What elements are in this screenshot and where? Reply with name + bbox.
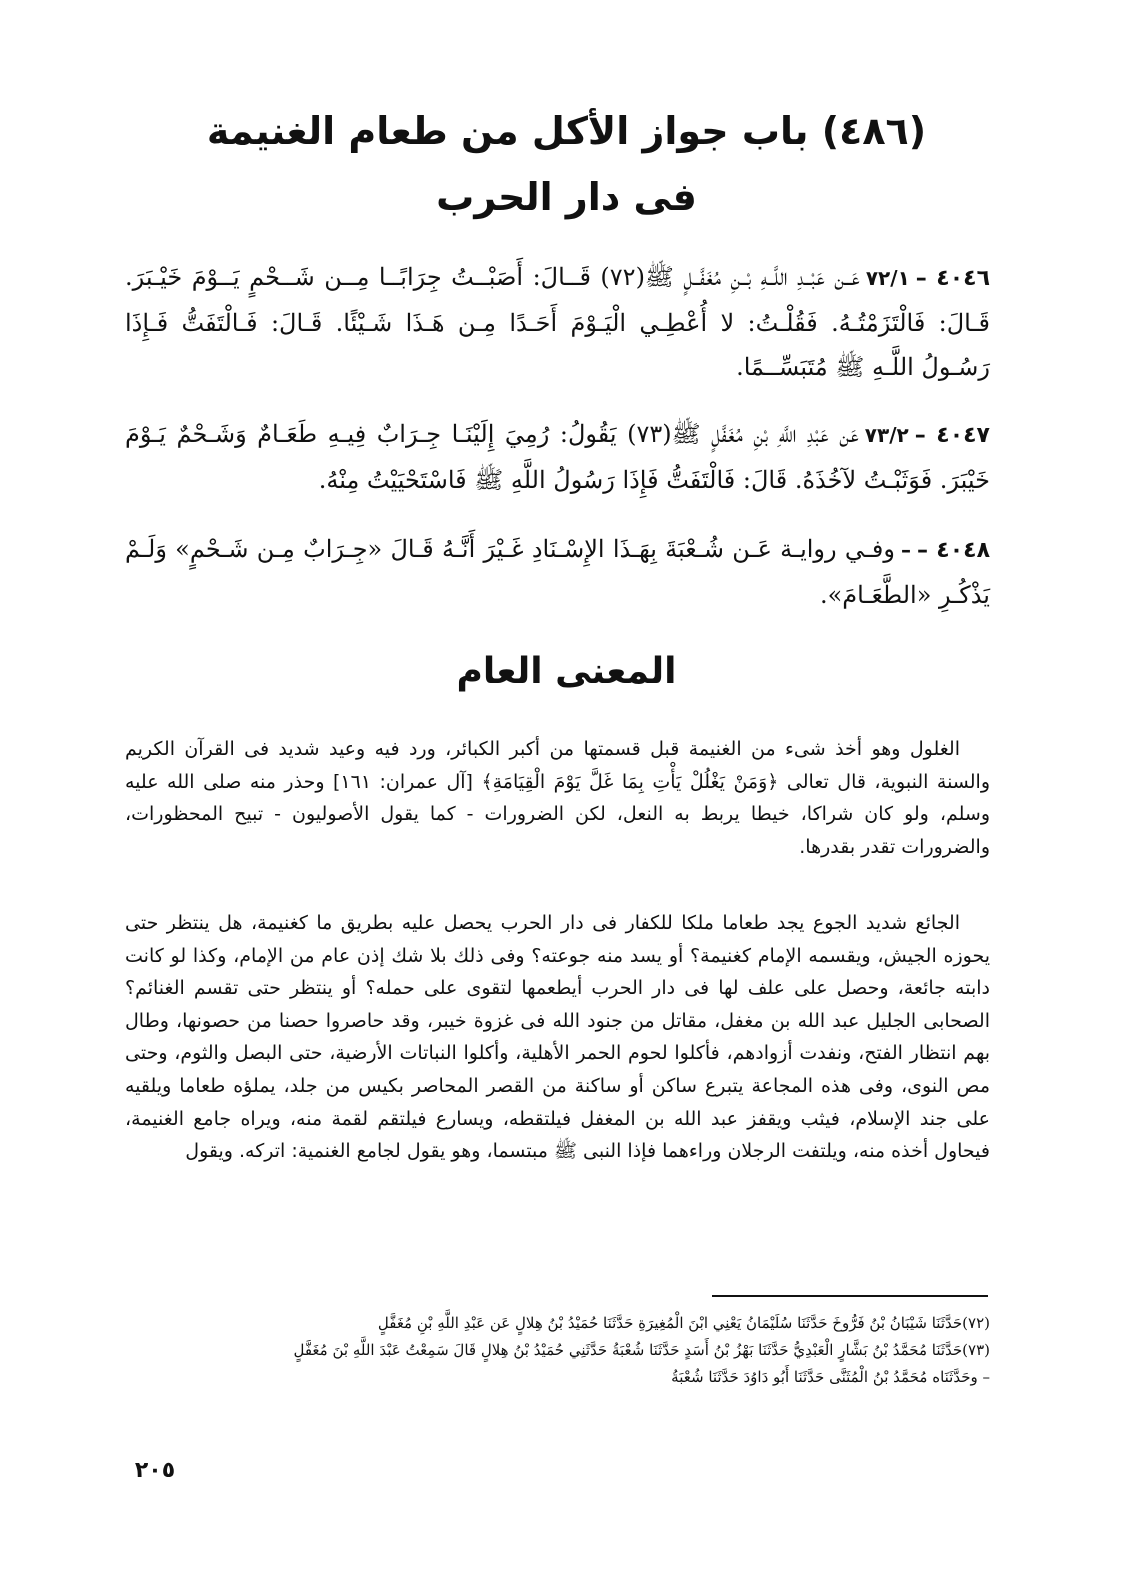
hadith-4047	[125, 412, 990, 502]
footnote-73-continuation: – وحَدَّثَنَاه مُحَمَّدُ بْنُ الْمُثَنَّى حَدَّثَنَا أَبُو دَاوُدَ حَدَّثَنَا شُعْبَةُ	[671, 1368, 990, 1386]
footnotes	[125, 1310, 990, 1391]
chapter-title-line-2: فى دار الحرب	[436, 175, 697, 219]
body-paragraph-2: الجائع شديد الجوع يجد طعاما ملكا للكفار فى دار الحرب يحصل عليه بطريق ما كغنيمة، هل ينتظر حتى يحوزه الجيش، ويقسمه الإمام كغنيمة؟ أو يسد منه جوعته؟ وفى ذلك بلا شك إذن عام من الإمام، وكذا لو كانت دابته جائعة، وحصل على علف لها فى دار الحرب أيطعمها لتقوى على حمله؟ أو ينتظر حتى تقسم الغنائم؟ الصحابى الجليل عبد الله بن مغفل، مقاتل من جنود الله فى غزوة خيبر، وقد حاصروا حصنا من حصونها، وطال بهم انتظار الفتح، ونفدت أزوادهم، فأكلوا لحوم الحمر الأهلية، وأكلوا النباتات الأرضية، حتى البصل والثوم، وحتى مص النوى، وفى هذه المجاعة يتبرع ساكن أو ساكنة من القصر المحاصر بكيس من جلد، يملؤه طعاما ويلقيه على جند الإسلام، فيثب ويقفز عبد الله بن المغفل فيلتقطه، ويسارع فيلتقم لقمة منه، ويراه جامع الغنيمة، فيحاول أخذه منه، ويلتفت الرجلان وراءهما فإذا النبى ﷺ مبتسما، وهو يقول لجامع الغنمية: اتركه. ويقول	[125, 912, 990, 1163]
hadith-sub-number: ٧٢/١	[865, 266, 910, 290]
hadith-text: وفـي روايـة عَـن شُـعْبَةَ بِهَـذَا الإِسْـنَادِ غَـيْرَ أَنَّـهُ قَـالَ «جِـرَابٌ مِـن شَـحْمٍ» وَلَـمْ يَذْكُـرِ «الطَّعَـامَ».	[125, 535, 990, 609]
hadith-sub-number: –	[900, 538, 911, 562]
footnote-72: (٧٢)حَدَّثَنَا شَيْبَانُ بْنُ فَرُّوخَ حَدَّثَنَا سُلَيْمَانُ يَعْنِي ابْنَ الْمُغِيرَةِ حَدَّثَنَا حُمَيْدُ بْنُ هِلالٍ عَن عَبْدِ اللَّهِ بْنِ مُغَفَّلٍ	[377, 1314, 990, 1332]
chapter-title-line-1: (٤٨٦) باب جواز الأكل من طعام الغنيمة	[206, 109, 927, 153]
hadith-text: عَن عَبْدِ اللَّهِ بْنِ مُغَفَّلٍ ﷺ(٧٣) يَقُولُ: رُمِيَ إِلَيْنَـا جِـرَابٌ فِيـهِ طَعَـامٌ وَشَـحْمٌ يَـوْمَ خَيْبَرَ. فَوَثَبْـتُ لآخُذَهُ. قَالَ: فَالْتَفَتُّ فَإِذَا رَسُولُ اللَّهِ ﷺ فَاسْتَحْيَيْتُ مِنْهُ.	[125, 420, 990, 494]
hadith-text: عَــن عَبْــدِ اللَّــهِ بْــنِ مُغَفَّــلٍ ﷺ(٧٢) قَــالَ: أَصَبْــتُ جِرَابًــا مِــن شَــحْمٍ يَــوْمَ خَيْـبَرَ. قَـالَ: فَالْتَزَمْتُـهُ. فَقُلْـتُ: لا أُعْطِـي الْيَـوْمَ أَحَـدًا مِـن هَـذَا شَـيْئًا. قَـالَ: فَـالْتَفَتُّ فَـإِذَا رَسُـولُ اللَّـهِ ﷺ مُتَبَسِّــمًا.	[125, 263, 990, 381]
footnote-divider	[712, 1295, 988, 1297]
footnote-73: (٧٣)حَدَّثَنَا مُحَمَّدُ بْنُ بَشَّارٍ الْعَبْدِيُّ حَدَّثَنَا بَهْزُ بْنُ أَسَدٍ حَدَّثَنَا شُعْبَةُ حَدَّثَنِي حُمَيْدُ بْنُ هِلالٍ قَالَ سَمِعْتُ عَبْدَ اللَّهِ بْنَ مُغَفَّلٍ	[293, 1341, 990, 1359]
hadith-number: ٤٠٤٦ –	[915, 266, 990, 291]
hadith-4048	[125, 527, 990, 617]
hadith-number: ٤٠٤٨ –	[916, 538, 990, 563]
hadith-4046	[125, 255, 990, 389]
section-title: المعنى العام	[456, 651, 677, 692]
page-number: ٢٠٥	[134, 1458, 176, 1483]
hadith-sub-number: ٧٣/٢	[864, 423, 909, 447]
body-paragraph-1: الغلول وهو أخذ شىء من الغنيمة قبل قسمتها من أكبر الكبائر، ورد فيه وعيد شديد فى القرآن الكريم والسنة النبوية، قال تعالى ﴿وَمَنْ يَغْلُلْ يَأْتِ بِمَا غَلَّ يَوْمَ الْقِيَامَةِ﴾ [آل عمران: ١٦١] وحذر منه صلى الله عليه وسلم، ولو كان شراكا، خيطا يربط به النعل، لكن الضرورات - كما يقول الأصوليون - تبيح المحظورات، والضرورات تقدر بقدرها.	[125, 738, 990, 858]
hadith-number: ٤٠٤٧ –	[914, 423, 990, 448]
